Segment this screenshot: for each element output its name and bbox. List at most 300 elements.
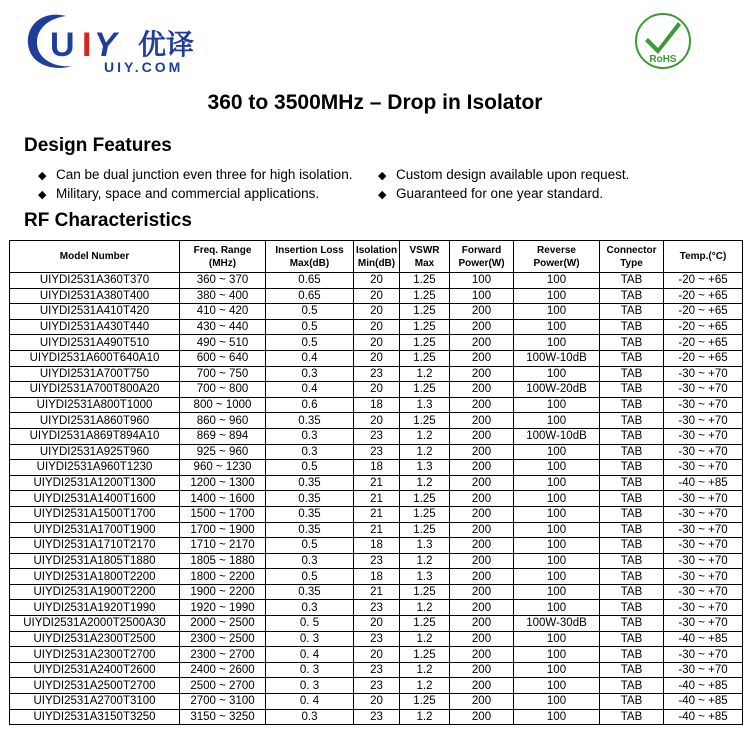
table-cell: -40 ~ +85 xyxy=(664,475,743,491)
table-cell: 100 xyxy=(514,709,600,725)
table-cell: 100 xyxy=(514,273,600,289)
table-cell: -30 ~ +70 xyxy=(664,616,743,632)
column-header xyxy=(514,241,600,273)
table-cell: UIYDI2531A1805T1880 xyxy=(10,553,180,569)
table-cell: -30 ~ +70 xyxy=(664,491,743,507)
table-cell: 700 ~ 800 xyxy=(180,382,266,398)
table-cell: 1800 ~ 2200 xyxy=(180,569,266,585)
feature-item xyxy=(378,185,629,204)
table-cell: 20 xyxy=(354,413,400,429)
table-row xyxy=(10,366,743,382)
table-cell: 100 xyxy=(514,553,600,569)
table-cell: 200 xyxy=(450,694,514,710)
table-cell: 100 xyxy=(514,475,600,491)
table-cell: -20 ~ +65 xyxy=(664,288,743,304)
table-cell: 430 ~ 440 xyxy=(180,319,266,335)
table-cell: UIYDI2531A1500T1700 xyxy=(10,506,180,522)
column-header-line: Temp.(°C) xyxy=(679,251,727,262)
feature-item xyxy=(378,166,629,185)
table-cell: TAB xyxy=(600,335,664,351)
table-cell: 20 xyxy=(354,319,400,335)
table-cell: 0.3 xyxy=(266,366,354,382)
table-cell: 100 xyxy=(514,522,600,538)
table-cell: 200 xyxy=(450,444,514,460)
rohs-label: RoHS xyxy=(649,54,677,65)
table-cell: 1.25 xyxy=(400,522,450,538)
table-row xyxy=(10,304,743,320)
table-cell: 23 xyxy=(354,662,400,678)
table-cell: 860 ~ 960 xyxy=(180,413,266,429)
table-cell: 0.5 xyxy=(266,538,354,554)
table-cell: -30 ~ +70 xyxy=(664,522,743,538)
table-cell: UIYDI2531A600T640A10 xyxy=(10,350,180,366)
table-cell: UIYDI2531A1700T1900 xyxy=(10,522,180,538)
table-cell: 1400 ~ 1600 xyxy=(180,491,266,507)
table-row xyxy=(10,569,743,585)
table-cell: -20 ~ +65 xyxy=(664,335,743,351)
table-cell: 100 xyxy=(514,319,600,335)
table-cell: 1.25 xyxy=(400,616,450,632)
table-cell: UIYDI2531A2700T3100 xyxy=(10,694,180,710)
table-cell: -30 ~ +70 xyxy=(664,366,743,382)
logo-letter-i: I xyxy=(82,26,92,64)
table-cell: 0.35 xyxy=(266,506,354,522)
table-cell: 100 xyxy=(514,506,600,522)
table-cell: -30 ~ +70 xyxy=(664,428,743,444)
table-cell: TAB xyxy=(600,631,664,647)
table-cell: TAB xyxy=(600,273,664,289)
table-row xyxy=(10,647,743,663)
column-header-line: Model Number xyxy=(59,251,130,262)
table-row xyxy=(10,709,743,725)
table-cell: TAB xyxy=(600,366,664,382)
logo-domain: UIY.COM xyxy=(104,59,184,75)
table-cell: 23 xyxy=(354,709,400,725)
table-cell: 20 xyxy=(354,647,400,663)
table-cell: 200 xyxy=(450,569,514,585)
table-cell: -20 ~ +65 xyxy=(664,350,743,366)
table-cell: 0.6 xyxy=(266,397,354,413)
table-row xyxy=(10,413,743,429)
column-header-line: Forward xyxy=(461,244,502,256)
table-row xyxy=(10,538,743,554)
table-cell: 200 xyxy=(450,319,514,335)
table-row xyxy=(10,694,743,710)
table-cell: 100W-10dB xyxy=(514,350,600,366)
table-cell: 380 ~ 400 xyxy=(180,288,266,304)
table-cell: 200 xyxy=(450,350,514,366)
table-cell: 23 xyxy=(354,444,400,460)
table-cell: 1.3 xyxy=(400,397,450,413)
table-cell: 0.35 xyxy=(266,413,354,429)
rf-characteristics-table xyxy=(9,240,743,725)
table-cell: UIYDI2531A1400T1600 xyxy=(10,491,180,507)
table-cell: 20 xyxy=(354,304,400,320)
table-cell: -40 ~ +85 xyxy=(664,709,743,725)
table-cell: TAB xyxy=(600,475,664,491)
column-header xyxy=(664,241,743,273)
table-row xyxy=(10,428,743,444)
table-cell: 1900 ~ 2200 xyxy=(180,584,266,600)
table-cell: 18 xyxy=(354,397,400,413)
table-cell: 20 xyxy=(354,694,400,710)
table-cell: UIYDI2531A490T510 xyxy=(10,335,180,351)
table-cell: TAB xyxy=(600,319,664,335)
table-cell: 100 xyxy=(514,335,600,351)
table-cell: 200 xyxy=(450,631,514,647)
diamond-bullet-icon: ◆ xyxy=(378,189,387,201)
table-cell: 200 xyxy=(450,616,514,632)
table-cell: -40 ~ +85 xyxy=(664,678,743,694)
table-cell: UIYDI2531A380T400 xyxy=(10,288,180,304)
column-header-line: Min(dB) xyxy=(357,257,396,269)
table-cell: UIYDI2531A700T750 xyxy=(10,366,180,382)
table-cell: 20 xyxy=(354,273,400,289)
table-cell: -40 ~ +85 xyxy=(664,631,743,647)
column-header-line: Type xyxy=(620,257,643,269)
table-cell: 200 xyxy=(450,366,514,382)
table-row xyxy=(10,335,743,351)
table-cell: UIYDI2531A3150T3250 xyxy=(10,709,180,725)
table-cell: 1920 ~ 1990 xyxy=(180,600,266,616)
table-cell: 200 xyxy=(450,460,514,476)
column-header-line: Reverse xyxy=(537,244,576,256)
table-cell: 100 xyxy=(514,366,600,382)
table-cell: 1.25 xyxy=(400,506,450,522)
table-body xyxy=(10,273,743,725)
table-row xyxy=(10,288,743,304)
table-cell: 0.5 xyxy=(266,460,354,476)
table-cell: 1500 ~ 1700 xyxy=(180,506,266,522)
table-cell: 360 ~ 370 xyxy=(180,273,266,289)
table-cell: 200 xyxy=(450,522,514,538)
table-cell: 0.3 xyxy=(266,600,354,616)
diamond-bullet-icon: ◆ xyxy=(378,170,387,182)
table-cell: 0.4 xyxy=(266,382,354,398)
table-row xyxy=(10,600,743,616)
table-cell: 0.65 xyxy=(266,288,354,304)
table-cell: TAB xyxy=(600,662,664,678)
logo-letter-y: Y xyxy=(94,26,117,64)
table-cell: 1200 ~ 1300 xyxy=(180,475,266,491)
table-cell: UIYDI2531A360T370 xyxy=(10,273,180,289)
column-header-line: Max(dB) xyxy=(289,257,330,269)
table-cell: 100 xyxy=(514,413,600,429)
table-row xyxy=(10,460,743,476)
table-cell: -30 ~ +70 xyxy=(664,538,743,554)
table-cell: 200 xyxy=(450,475,514,491)
table-cell: 0.5 xyxy=(266,319,354,335)
table-cell: 100 xyxy=(514,460,600,476)
table-cell: -30 ~ +70 xyxy=(664,584,743,600)
table-cell: 20 xyxy=(354,616,400,632)
column-header-line: Insertion Loss xyxy=(275,244,344,256)
column-header-line: Freq. Range xyxy=(193,244,252,256)
table-cell: 869 ~ 894 xyxy=(180,428,266,444)
table-cell: 21 xyxy=(354,522,400,538)
table-cell: TAB xyxy=(600,460,664,476)
table-cell: 200 xyxy=(450,491,514,507)
table-cell: 200 xyxy=(450,600,514,616)
table-cell: 925 ~ 960 xyxy=(180,444,266,460)
table-cell: 23 xyxy=(354,428,400,444)
table-cell: 21 xyxy=(354,506,400,522)
table-row xyxy=(10,522,743,538)
table-cell: -30 ~ +70 xyxy=(664,662,743,678)
table-cell: -30 ~ +70 xyxy=(664,600,743,616)
table-cell: 960 ~ 1230 xyxy=(180,460,266,476)
table-cell: 100W-20dB xyxy=(514,382,600,398)
table-cell: 18 xyxy=(354,538,400,554)
table-cell: TAB xyxy=(600,538,664,554)
column-header-line: Power(W) xyxy=(533,257,580,269)
table-cell: 1.25 xyxy=(400,382,450,398)
table-cell: 0. 3 xyxy=(266,631,354,647)
logo-letter-u: U xyxy=(50,26,75,64)
table-cell: 100 xyxy=(514,647,600,663)
table-cell: 1.25 xyxy=(400,491,450,507)
design-features-heading: Design Features xyxy=(24,135,172,156)
features-right-list xyxy=(378,166,629,204)
table-cell: 0.3 xyxy=(266,553,354,569)
table-cell: TAB xyxy=(600,428,664,444)
table-row xyxy=(10,382,743,398)
table-row xyxy=(10,350,743,366)
table-row xyxy=(10,475,743,491)
table-cell: 23 xyxy=(354,631,400,647)
table-cell: 0.5 xyxy=(266,569,354,585)
column-header xyxy=(180,241,266,273)
table-cell: UIYDI2531A410T420 xyxy=(10,304,180,320)
table-cell: TAB xyxy=(600,694,664,710)
column-header-line: (MHz) xyxy=(208,257,237,269)
feature-text: Can be dual junction even three for high isolation. xyxy=(56,167,353,182)
table-cell: 2300 ~ 2700 xyxy=(180,647,266,663)
table-cell: UIYDI2531A2300T2700 xyxy=(10,647,180,663)
column-header xyxy=(266,241,354,273)
feature-item xyxy=(38,185,352,204)
table-cell: 1.3 xyxy=(400,538,450,554)
table-cell: 0.3 xyxy=(266,444,354,460)
table-cell: TAB xyxy=(600,709,664,725)
table-cell: 1.2 xyxy=(400,631,450,647)
table-cell: 1.3 xyxy=(400,569,450,585)
table-cell: 1.2 xyxy=(400,709,450,725)
table-cell: 100 xyxy=(514,662,600,678)
table-cell: 100 xyxy=(514,491,600,507)
table-cell: 21 xyxy=(354,584,400,600)
table-cell: -30 ~ +70 xyxy=(664,647,743,663)
column-header xyxy=(450,241,514,273)
table-cell: 20 xyxy=(354,288,400,304)
table-cell: TAB xyxy=(600,397,664,413)
table-cell: 1.2 xyxy=(400,444,450,460)
table-row xyxy=(10,491,743,507)
table-cell: 2300 ~ 2500 xyxy=(180,631,266,647)
column-header-line: Max xyxy=(414,257,435,269)
table-cell: 200 xyxy=(450,506,514,522)
table-row xyxy=(10,273,743,289)
table-cell: 1.3 xyxy=(400,460,450,476)
table-row xyxy=(10,584,743,600)
table-cell: TAB xyxy=(600,444,664,460)
table-cell: 1.2 xyxy=(400,366,450,382)
table-cell: -30 ~ +70 xyxy=(664,444,743,460)
diamond-bullet-icon: ◆ xyxy=(38,170,47,182)
table-cell: 0.65 xyxy=(266,273,354,289)
table-cell: 1.2 xyxy=(400,662,450,678)
table-cell: UIYDI2531A2000T2500A30 xyxy=(10,616,180,632)
table-cell: 0.5 xyxy=(266,335,354,351)
table-cell: 200 xyxy=(450,382,514,398)
column-header-line: VSWR xyxy=(409,244,440,256)
column-header xyxy=(400,241,450,273)
table-cell: TAB xyxy=(600,616,664,632)
table-cell: 0.5 xyxy=(266,304,354,320)
table-cell: TAB xyxy=(600,506,664,522)
table-cell: TAB xyxy=(600,678,664,694)
table-cell: TAB xyxy=(600,600,664,616)
table-cell: 100 xyxy=(514,584,600,600)
table-cell: 1.25 xyxy=(400,273,450,289)
table-cell: 23 xyxy=(354,366,400,382)
table-cell: TAB xyxy=(600,569,664,585)
table-cell: 0.35 xyxy=(266,475,354,491)
table-cell: -30 ~ +70 xyxy=(664,506,743,522)
table-cell: 800 ~ 1000 xyxy=(180,397,266,413)
table-cell: 2000 ~ 2500 xyxy=(180,616,266,632)
table-cell: UIYDI2531A800T1000 xyxy=(10,397,180,413)
page-title: 360 to 3500MHz – Drop in Isolator xyxy=(207,91,543,114)
column-header xyxy=(600,241,664,273)
table-cell: 1.25 xyxy=(400,413,450,429)
table-cell: 100 xyxy=(514,538,600,554)
table-cell: 100 xyxy=(514,631,600,647)
table-cell: 23 xyxy=(354,553,400,569)
table-cell: 200 xyxy=(450,709,514,725)
table-cell: 23 xyxy=(354,678,400,694)
table-cell: UIYDI2531A1800T2200 xyxy=(10,569,180,585)
table-cell: UIYDI2531A860T960 xyxy=(10,413,180,429)
table-cell: UIYDI2531A1920T1990 xyxy=(10,600,180,616)
rohs-badge xyxy=(634,12,692,70)
table-cell: 18 xyxy=(354,460,400,476)
table-cell: 1.25 xyxy=(400,319,450,335)
uiy-logo xyxy=(22,8,227,76)
table-cell: 1.2 xyxy=(400,600,450,616)
table-cell: 200 xyxy=(450,428,514,444)
table-cell: -30 ~ +70 xyxy=(664,553,743,569)
table-cell: -30 ~ +70 xyxy=(664,413,743,429)
table-cell: TAB xyxy=(600,350,664,366)
feature-text: Military, space and commercial applications. xyxy=(56,186,320,201)
table-cell: -30 ~ +70 xyxy=(664,460,743,476)
table-cell: 21 xyxy=(354,491,400,507)
table-cell: 3150 ~ 3250 xyxy=(180,709,266,725)
table-cell: 20 xyxy=(354,350,400,366)
column-header xyxy=(10,241,180,273)
table-row xyxy=(10,397,743,413)
table-cell: UIYDI2531A2500T2700 xyxy=(10,678,180,694)
column-header-line: Power(W) xyxy=(458,257,505,269)
table-row xyxy=(10,319,743,335)
table-row xyxy=(10,678,743,694)
table-cell: UIYDI2531A925T960 xyxy=(10,444,180,460)
table-cell: -20 ~ +65 xyxy=(664,304,743,320)
table-row xyxy=(10,506,743,522)
table-cell: 1.25 xyxy=(400,584,450,600)
table-cell: 0. 3 xyxy=(266,678,354,694)
table-cell: 1.25 xyxy=(400,350,450,366)
table-cell: UIYDI2531A1200T1300 xyxy=(10,475,180,491)
table-cell: 1.25 xyxy=(400,335,450,351)
table-cell: 20 xyxy=(354,382,400,398)
table-cell: 200 xyxy=(450,584,514,600)
table-cell: 2700 ~ 3100 xyxy=(180,694,266,710)
table-cell: 1.25 xyxy=(400,694,450,710)
table-cell: 1.25 xyxy=(400,288,450,304)
table-cell: 200 xyxy=(450,304,514,320)
table-cell: 100 xyxy=(450,288,514,304)
table-cell: 0. 4 xyxy=(266,647,354,663)
table-cell: 200 xyxy=(450,553,514,569)
table-cell: 0. 4 xyxy=(266,694,354,710)
diamond-bullet-icon: ◆ xyxy=(38,189,47,201)
features-left-list xyxy=(38,166,352,204)
table-header-row xyxy=(10,241,743,273)
table-cell: -40 ~ +85 xyxy=(664,694,743,710)
table-cell: 100 xyxy=(514,397,600,413)
table-cell: 1710 ~ 2170 xyxy=(180,538,266,554)
table-cell: -20 ~ +65 xyxy=(664,319,743,335)
table-cell: TAB xyxy=(600,553,664,569)
table-cell: 0.35 xyxy=(266,491,354,507)
table-cell: 490 ~ 510 xyxy=(180,335,266,351)
table-cell: 18 xyxy=(354,569,400,585)
table-row xyxy=(10,616,743,632)
table-row xyxy=(10,631,743,647)
table-cell: 1805 ~ 1880 xyxy=(180,553,266,569)
logo-chinese-name: 优译 xyxy=(138,28,195,61)
table-cell: TAB xyxy=(600,647,664,663)
table-cell: 2400 ~ 2600 xyxy=(180,662,266,678)
table-cell: 700 ~ 750 xyxy=(180,366,266,382)
table-cell: -20 ~ +65 xyxy=(664,273,743,289)
table-cell: UIYDI2531A1900T2200 xyxy=(10,584,180,600)
table-cell: -30 ~ +70 xyxy=(664,382,743,398)
feature-text: Guaranteed for one year standard. xyxy=(396,186,604,201)
table-row xyxy=(10,444,743,460)
table-cell: 100 xyxy=(514,694,600,710)
table-cell: 100W-30dB xyxy=(514,616,600,632)
table-cell: 0.3 xyxy=(266,428,354,444)
table-cell: TAB xyxy=(600,304,664,320)
column-header-line: Connector xyxy=(606,244,657,256)
table-cell: 600 ~ 640 xyxy=(180,350,266,366)
table-cell: 0. 5 xyxy=(266,616,354,632)
table-cell: 100 xyxy=(514,288,600,304)
table-cell: 1.25 xyxy=(400,304,450,320)
table-cell: 200 xyxy=(450,335,514,351)
table-cell: TAB xyxy=(600,584,664,600)
table-cell: UIYDI2531A869T894A10 xyxy=(10,428,180,444)
table-cell: -30 ~ +70 xyxy=(664,569,743,585)
table-cell: 23 xyxy=(354,600,400,616)
table-row xyxy=(10,662,743,678)
table-cell: -30 ~ +70 xyxy=(664,397,743,413)
table-cell: 1700 ~ 1900 xyxy=(180,522,266,538)
table-cell: 100W-10dB xyxy=(514,428,600,444)
